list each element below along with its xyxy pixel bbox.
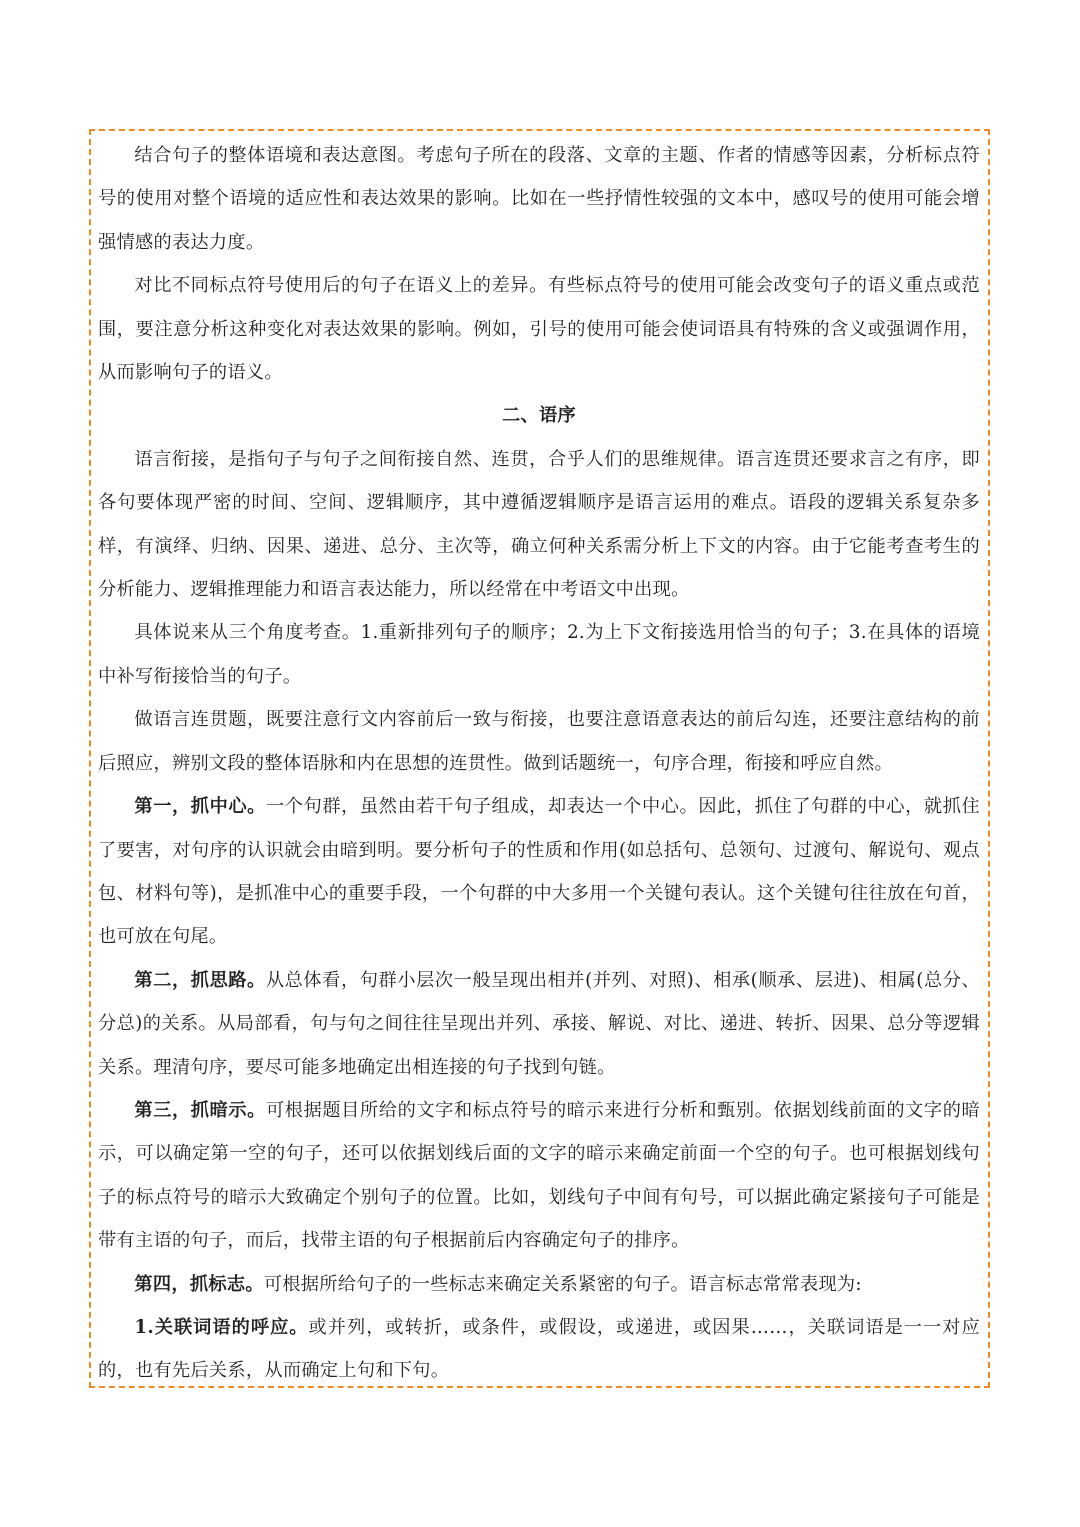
point-1-text: 一个句群，虽然由若干句子组成，却表达一个中心。因此，抓住了句群的中心，就抓住了要害，对句序的认识就会由暗到明。要分析句子的性质和作用(如总括句、总领句、过渡句、解说句、观点包、材料句等)，是抓准中心的重要手段，一个句群的中大多用一个关键句表认。这个关键句往往放在句首，也可放在句尾。 [98, 796, 980, 948]
paragraph-point-3 [98, 1089, 980, 1263]
point-4-title: 第四，抓标志。 [134, 1273, 264, 1295]
paragraph-sub-1 [98, 1306, 980, 1393]
document-body [98, 134, 980, 1393]
point-3-text: 可根据题目所给的文字和标点符号的暗示来进行分析和甄别。依据划线前面的文字的暗示，可以确定第一空的句子，还可以依据划线后面的文字的暗示来确定前面一个空的句子。也可根据划线句子的标点符号的暗示大致确定个别句子的位置。比如，划线句子中间有句号，可以据此确定紧接句子可能是带有主语的句子，而后，找带主语的句子根据前后内容确定句子的排序。 [98, 1099, 980, 1252]
paragraph-point-2 [98, 959, 980, 1089]
point-1-title: 第一，抓中心。 [134, 796, 266, 818]
paragraph-point-1 [98, 785, 980, 959]
point-3-title: 第三，抓暗示。 [134, 1099, 266, 1121]
point-4-text: 可根据所给句子的一些标志来确定关系紧密的句子。语言标志常常表现为: [263, 1273, 862, 1295]
point-2-title: 第二，抓思路。 [134, 969, 266, 991]
paragraph-point-4 [98, 1263, 980, 1306]
paragraph-compare: 对比不同标点符号使用后的句子在语义上的差异。有些标点符号的使用可能会改变句子的语义重点或范围，要注意分析这种变化对表达效果的影响。例如，引号的使用可能会使词语具有特殊的含义或强调作用，从而影响句子的语义。 [98, 275, 980, 384]
sub-1-text: 或并列，或转折，或条件，或假设，或递进，或因果……，关联词语是一一对应的，也有先后关系，从而确定上句和下句。 [98, 1316, 980, 1382]
sub-1-title: 1.关联词语的呼应。 [134, 1316, 309, 1338]
section-heading: 二、语序 [502, 405, 576, 427]
paragraph-three-angles: 具体说来从三个角度考查。1.重新排列句子的顺序；2.为上下文衔接选用恰当的句子；3.在具体的语境中补写衔接恰当的句子。 [98, 622, 980, 687]
paragraph-context: 结合句子的整体语境和表达意图。考虑句子所在的段落、文章的主题、作者的情感等因素，分析标点符号的使用对整个语境的适应性和表达效果的影响。比如在一些抒情性较强的文本中，感叹号的使用可能会增强情感的表达力度。 [98, 145, 980, 253]
paragraph-cohesion: 语言衔接，是指句子与句子之间衔接自然、连贯，合乎人们的思维规律。语言连贯还要求言之有序，即各句要体现严密的时间、空间、逻辑顺序，其中遵循逻辑顺序是语言运用的难点。语段的逻辑关系复杂多样，有演绎、归纳、因果、递进、总分、主次等，确立何种关系需分析上下文的内容。由于它能考查考生的分析能力、逻辑推理能力和语言表达能力，所以经常在中考语文中出现。 [98, 448, 980, 601]
point-2-text: 从总体看，句群小层次一般呈现出相并(并列、对照)、相承(顺承、层进)、相属(总分、分总)的关系。从局部看，句与句之间往往呈现出并列、承接、解说、对比、递进、转折、因果、总分等逻辑关系。理清句序，要尽可能多地确定出相连接的句子找到句链。 [98, 969, 980, 1078]
paragraph-method: 做语言连贯题，既要注意行文内容前后一致与衔接，也要注意语意表达的前后勾连，还要注意结构的前后照应，辨别文段的整体语脉和内在思想的连贯性。做到话题统一，句序合理，衔接和呼应自然。 [98, 709, 980, 774]
